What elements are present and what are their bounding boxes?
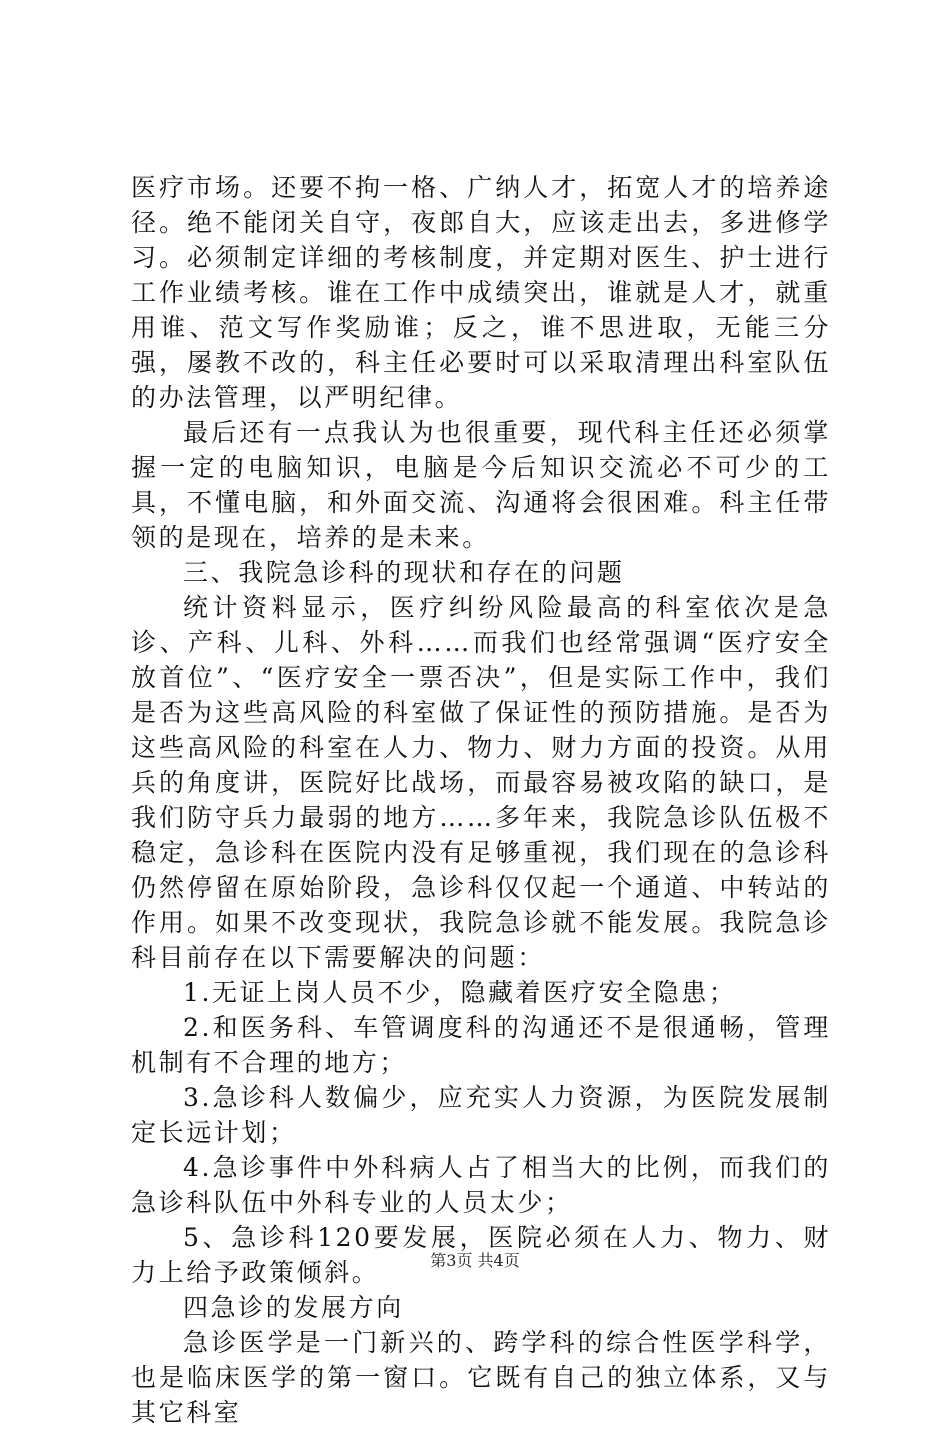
paragraph-continuation: 医疗市场。还要不拘一格、广纳人才，拓宽人才的培养途径。绝不能闭关自守，夜郎自大，应该走出去，多进修学习。必须制定详细的考核制度，并定期对医生、护士进行工作业绩考核。谁在工作中成绩突出，谁就是人才，就重用谁、范文写作奖励谁；反之，谁不思进取，无能三分强，屡教不改的，科主任必要时可以采取清理出科室队伍的办法管理，以严明纪律。: [131, 173, 831, 412]
section-heading-3: 三、我院急诊科的现状和存在的问题: [183, 558, 625, 587]
page-footer: 第3页 共4页: [430, 1251, 520, 1270]
list-item-1: 1.无证上岗人员不少，隐藏着医疗安全隐患；: [183, 978, 737, 1007]
list-item-2: 2.和医务科、车管调度科的沟通还不是很通畅，管理机制有不合理的地方；: [131, 1013, 831, 1077]
list-item-5: 5、急诊科120要发展，医院必须在人力、物力、财力上给予政策倾斜。: [131, 1223, 831, 1287]
list-item-4: 4.急诊事件中外科病人占了相当大的比例，而我们的急诊科队伍中外科专业的人员太少；: [131, 1153, 831, 1217]
paragraph-statistics: 统计资料显示，医疗纠纷风险最高的科室依次是急诊、产科、儿科、外科……而我们也经常强调“医疗安全放首位”、“医疗安全一票否决”，但是实际工作中，我们是否为这些高风险的科室做了保证性的预防措施。是否为这些高风险的科室在人力、物力、财力方面的投资。从用兵的角度讲，医院好比战场，而最容易被攻陷的缺口，是我们防守兵力最弱的地方……多年来，我院急诊队伍极不稳定，急诊科在医院内没有足够重视，我们现在的急诊科仍然停留在原始阶段，急诊科仅仅起一个通道、中转站的作用。如果不改变现状，我院急诊就不能发展。我院急诊科目前存在以下需要解决的问题：: [131, 593, 831, 972]
section-heading-4: 四急诊的发展方向: [183, 1293, 404, 1322]
document-body: [131, 170, 831, 1430]
paragraph-computer-skills: 最后还有一点我认为也很重要，现代科主任还必须掌握一定的电脑知识，电脑是今后知识交流必不可少的工具，不懂电脑，和外面交流、沟通将会很困难。科主任带领的是现在，培养的是未来。: [131, 418, 831, 552]
paragraph-emergency-medicine: 急诊医学是一门新兴的、跨学科的综合性医学科学，也是临床医学的第一窗口。它既有自己的独立体系，又与其它科室: [131, 1328, 831, 1427]
list-item-3: 3.急诊科人数偏少，应充实人力资源，为医院发展制定长远计划；: [131, 1083, 831, 1147]
